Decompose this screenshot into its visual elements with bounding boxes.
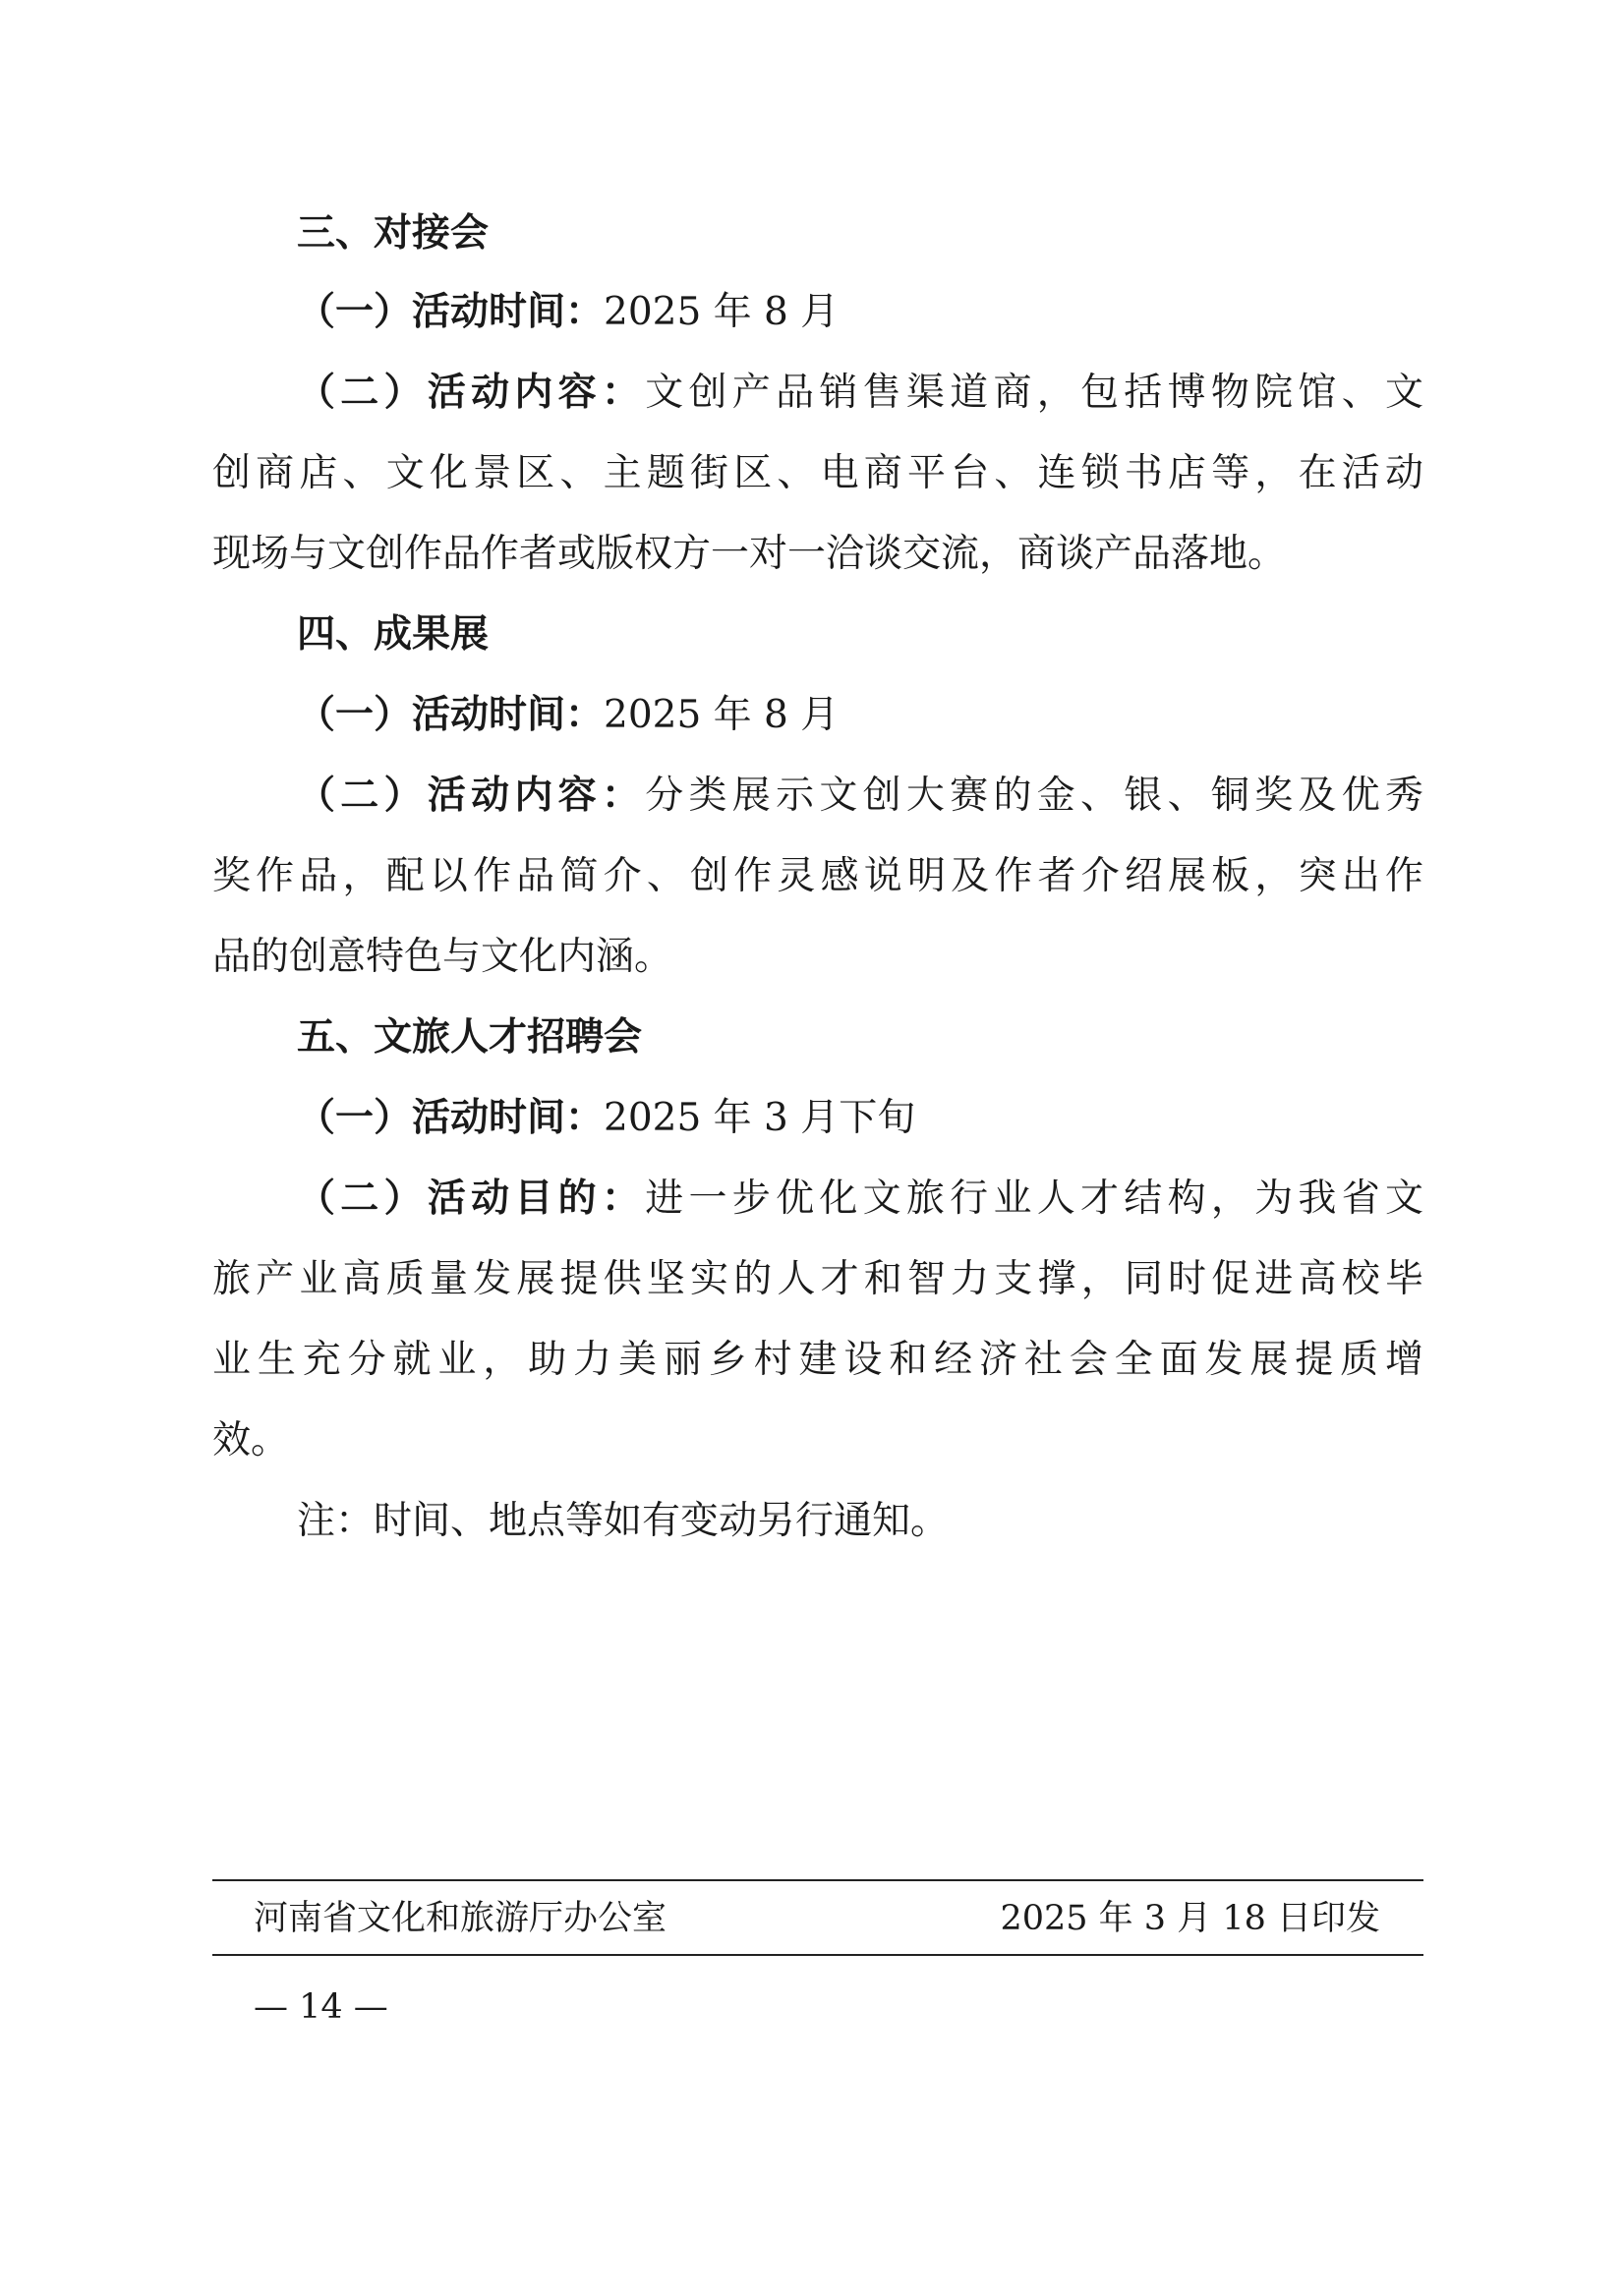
item-text: 2025 年 8 月 xyxy=(604,290,840,334)
section-3-content-line-1 xyxy=(297,366,1423,421)
item-text: 分类展示文创大赛的金、银、铜奖及优秀 xyxy=(645,774,1423,818)
footer-date: 2025 年 3 月 18 日印发 xyxy=(1000,1899,1380,1938)
section-5-purpose-line-2: 旅产业高质量发展提供坚实的人才和智力支撑，同时促进高校毕 xyxy=(212,1257,1423,1301)
footer-top-rule xyxy=(212,1879,1423,1881)
section-4-content-line-1 xyxy=(297,769,1423,824)
item-label: （二）活动内容： xyxy=(297,774,646,818)
item-label: （一）活动时间： xyxy=(297,1096,605,1140)
item-label: （一）活动时间： xyxy=(297,693,605,737)
item-label: （二）活动目的： xyxy=(297,1177,646,1221)
item-text: 2025 年 8 月 xyxy=(604,693,840,737)
section-4-time xyxy=(297,688,1423,743)
section-4-content-line-2: 奖作品，配以作品简介、创作灵感说明及作者介绍展板，突出作 xyxy=(212,854,1423,898)
section-heading-5: 五、文旅人才招聘会 xyxy=(297,1015,643,1060)
item-text: 文创产品销售渠道商，包括博物院馆、文 xyxy=(645,371,1423,415)
footer-issuer: 河南省文化和旅游厅办公室 xyxy=(254,1899,667,1938)
item-text: 2025 年 3 月下旬 xyxy=(604,1096,916,1140)
item-label: （二）活动内容： xyxy=(297,371,646,415)
item-text: 进一步优化文旅行业人才结构，为我省文 xyxy=(645,1177,1423,1221)
section-heading-4: 四、成果展 xyxy=(297,612,490,657)
section-5-purpose-line-3: 业生充分就业，助力美丽乡村建设和经济社会全面发展提质增 xyxy=(212,1338,1423,1382)
section-3-time xyxy=(297,285,1423,340)
section-heading-3: 三、对接会 xyxy=(297,211,490,256)
section-5-purpose-line-4: 效。 xyxy=(212,1418,290,1463)
note-text: 注：时间、地点等如有变动另行通知。 xyxy=(297,1499,950,1543)
section-3-content-line-3: 现场与文创作品作者或版权方一对一洽谈交流，商谈产品落地。 xyxy=(212,532,1287,576)
section-4-content-line-3: 品的创意特色与文化内涵。 xyxy=(212,935,673,979)
section-5-time xyxy=(297,1091,1423,1146)
section-5-purpose-line-1 xyxy=(297,1172,1423,1227)
item-label: （一）活动时间： xyxy=(297,290,605,334)
footer-bottom-rule xyxy=(212,1954,1423,1956)
page-number: — 14 — xyxy=(254,1987,388,2027)
section-3-content-line-2: 创商店、文化景区、主题街区、电商平台、连锁书店等，在活动 xyxy=(212,451,1423,495)
